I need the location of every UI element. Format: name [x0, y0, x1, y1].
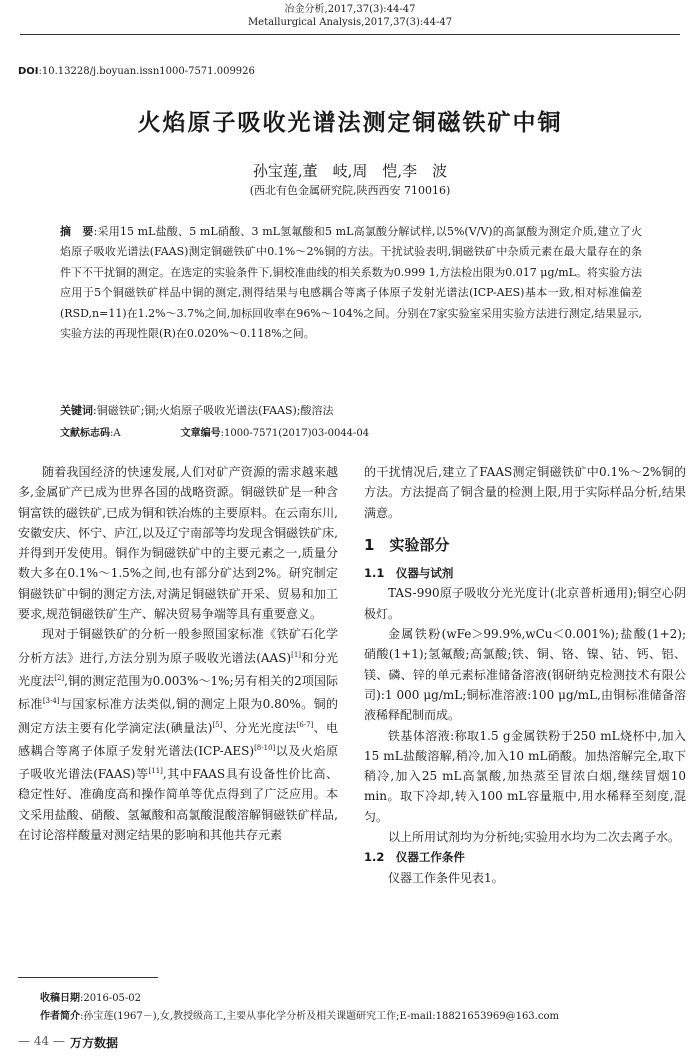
- p2-text-f: 、电感耦合等离子体原子发射光谱法(ICP-AES): [18, 720, 338, 758]
- right-paragraph-1: 的干扰情况后,建立了FAAS测定铜磁铁矿中0.1%～2%铜的方法。方法提高了铜含量的检测上限,用于实际样品分析,结果满意。: [364, 465, 686, 520]
- author-bio: [40, 1007, 680, 1022]
- authors: 孙宝莲,董 岐,周 恺,李 波: [252, 162, 448, 180]
- received-label: 收稿日期: [40, 993, 80, 1004]
- citation-2: [2]: [54, 673, 65, 682]
- article-id-label: 文章编号: [180, 428, 221, 439]
- subsection-heading-1-2: 1.2 仪器工作条件: [364, 850, 465, 865]
- citation-4: [5]: [212, 720, 223, 729]
- body-left-column: [18, 462, 338, 845]
- keywords-label: 关键词: [60, 404, 93, 417]
- doc-code-value: :A: [110, 428, 121, 439]
- intro-paragraph-1: 随着我国经济的快速发展,人们对矿产资源的需求越来越多,金属矿产已成为世界各国的战略资源。铜磁铁矿是一种含铜富铁的磁铁矿,已成为铜和铁冶炼的主要原料。在云南东川,安徽安庆、怀宁、庐江,以及辽宁南部等均发现含铜磁铁矿床,并得到开发使用。铜作为铜磁铁矿中的主要元素之一,质量分数大多在0.1%～1.5%之间,也有部分矿达到2%。研究制定铜磁铁矿中铜的测定方法,对满足铜磁铁矿开采、贸易和加工要求,规范铜磁铁矿生产、解决贸易争端等具有重要意义。: [18, 465, 338, 622]
- p2-text-c: ,铜的测定范围为0.003%～1%;另有相关的2项国际标准: [18, 673, 338, 712]
- p2-text-d: 与国家标准方法类似,铜的测定上限为0.80%。铜的测定方法主要有化学滴定法(碘量法): [18, 697, 338, 735]
- body-right-column: [364, 462, 686, 888]
- page-number: — 44 —: [18, 1034, 65, 1048]
- article-meta: [60, 424, 369, 439]
- conditions-paragraph: 仪器工作条件见表1。: [388, 870, 504, 885]
- keywords: [60, 402, 642, 418]
- citation-1: [1]: [291, 650, 302, 659]
- paper-title: 火焰原子吸收光谱法测定铜磁铁矿中铜: [137, 110, 563, 136]
- journal-header-cn: 冶金分析,2017,37(3):44-47: [284, 4, 416, 15]
- citation-6: [8-10]: [254, 743, 276, 752]
- intro-paragraph-2: [18, 624, 338, 845]
- p2-text-b: 和分光光度法: [18, 650, 338, 688]
- citation-5: [6-7]: [296, 720, 314, 729]
- received-value: :2016-05-02: [80, 993, 142, 1004]
- section-heading-1: 1 实验部分: [364, 535, 450, 554]
- abstract-label: 摘 要: [60, 225, 94, 238]
- author-bio-label: 作者简介: [40, 1011, 80, 1022]
- reagent-grade-paragraph: 以上所用试剂均为分析纯;实验用水均为二次去离子水。: [388, 830, 681, 845]
- keywords-text: :铜磁铁矿;铜;火焰原子吸收光谱法(FAAS);酸溶法: [93, 404, 334, 417]
- author-bio-value: :孙宝莲(1967－),女,教授级高工,主要从事化学分析及相关课题研究工作;E-mail:18821653969@163.com: [80, 1011, 559, 1022]
- subsection-heading-1-1: 1.1 仪器与试剂: [364, 566, 454, 581]
- abstract-text: :采用15 mL盐酸、5 mL硝酸、3 mL氢氟酸和5 mL高氯酸分解试样,以5%(V/V)的高氯酸为测定介质,建立了火焰原子吸收光谱法(FAAS)测定铜磁铁矿中0.1%～2%铜的方法。干扰试验表明,铜磁铁矿中杂质元素在最大量存在的条件下不干扰铜的测定。在选定的实验条件下,铜校准曲线的相关系数为0.999 1,方法检出限为0.017 μg/mL。将实验方法应用于5个铜磁铁矿样品中铜的测定,测得结果与电感耦合等离子体原子发射光谱法(ICP-AES)基本一致,相对标准偏差(RSD,n=11)在1.2%～3.7%之间,加标回收率在96%～104%之间。分别在7家实验室采用实验方法进行测定,结果显示,实验方法的再现性限(R)在0.020%～0.118%之间。: [60, 225, 642, 341]
- doi-line: [18, 66, 255, 77]
- doc-code-label: 文献标志码: [60, 428, 110, 439]
- citation-7: [11]: [148, 767, 163, 776]
- received-date: [40, 989, 680, 1004]
- doi-value: :10.13228/j.boyuan.issn1000-7571.009926: [38, 66, 255, 77]
- p2-text-a: 现对于铜磁铁矿的分析一般参照国家标准《铁矿石化学分析方法》进行,方法分别为原子吸收光谱法(AAS): [18, 627, 338, 665]
- journal-header-en: Metallurgical Analysis,2017,37(3):44-47: [247, 17, 453, 28]
- abstract: [60, 222, 642, 344]
- p2-text-h: ,其中FAAS具有设备性价比高、稳定性好、准确度高和操作简单等优点得到了广泛应用。本文采用盐酸、硝酸、氢氟酸和高氯酸混酸溶解铜磁铁矿样品,在讨论溶样酸量对测定结果的影响和其他共存元素: [18, 767, 339, 843]
- publisher-mark: 万方数据: [70, 1036, 119, 1050]
- affiliation: (西北有色金属研究院,陕西西安 710016): [249, 184, 451, 197]
- header-rule: [20, 34, 680, 35]
- iron-matrix-paragraph: 铁基体溶液:称取1.5 g金属铁粉于250 mL烧杯中,加入15 mL盐酸溶解,稍冷,加入10 mL硝酸。加热溶解完全,取下稍冷,加入25 mL高氯酸,加热蒸至冒浓白烟,继续冒烟10 min。取下冷却,转入100 mL容量瓶中,用水稀释至刻度,混匀。: [364, 728, 686, 824]
- p2-text-g: 以及火焰原子吸收光谱法(FAAS)等: [18, 743, 338, 782]
- doi-label: DOI: [18, 66, 39, 77]
- footnote-rule: [18, 977, 158, 978]
- article-id-value: :1000-7571(2017)03-0044-04: [220, 428, 370, 439]
- reagents-paragraph: 金属铁粉(wFe＞99.9%,wCu＜0.001%);盐酸(1+2);硝酸(1+1);氢氟酸;高氯酸;铁、铜、铬、镍、钴、钙、铝、镁、磷、锌的单元素标准储备溶液(钢研纳克检测技术有限公司):1 000 μg/mL;铜标准溶液:100 μg/mL,由铜标准储备溶液稀释配制而成。: [364, 627, 686, 723]
- instrument-paragraph: TAS-990原子吸收分光光度计(北京普析通用);铜空心阴极灯。: [364, 586, 686, 621]
- citation-3: [3-4]: [42, 697, 60, 706]
- p2-text-e: 、分光光度法: [222, 720, 297, 735]
